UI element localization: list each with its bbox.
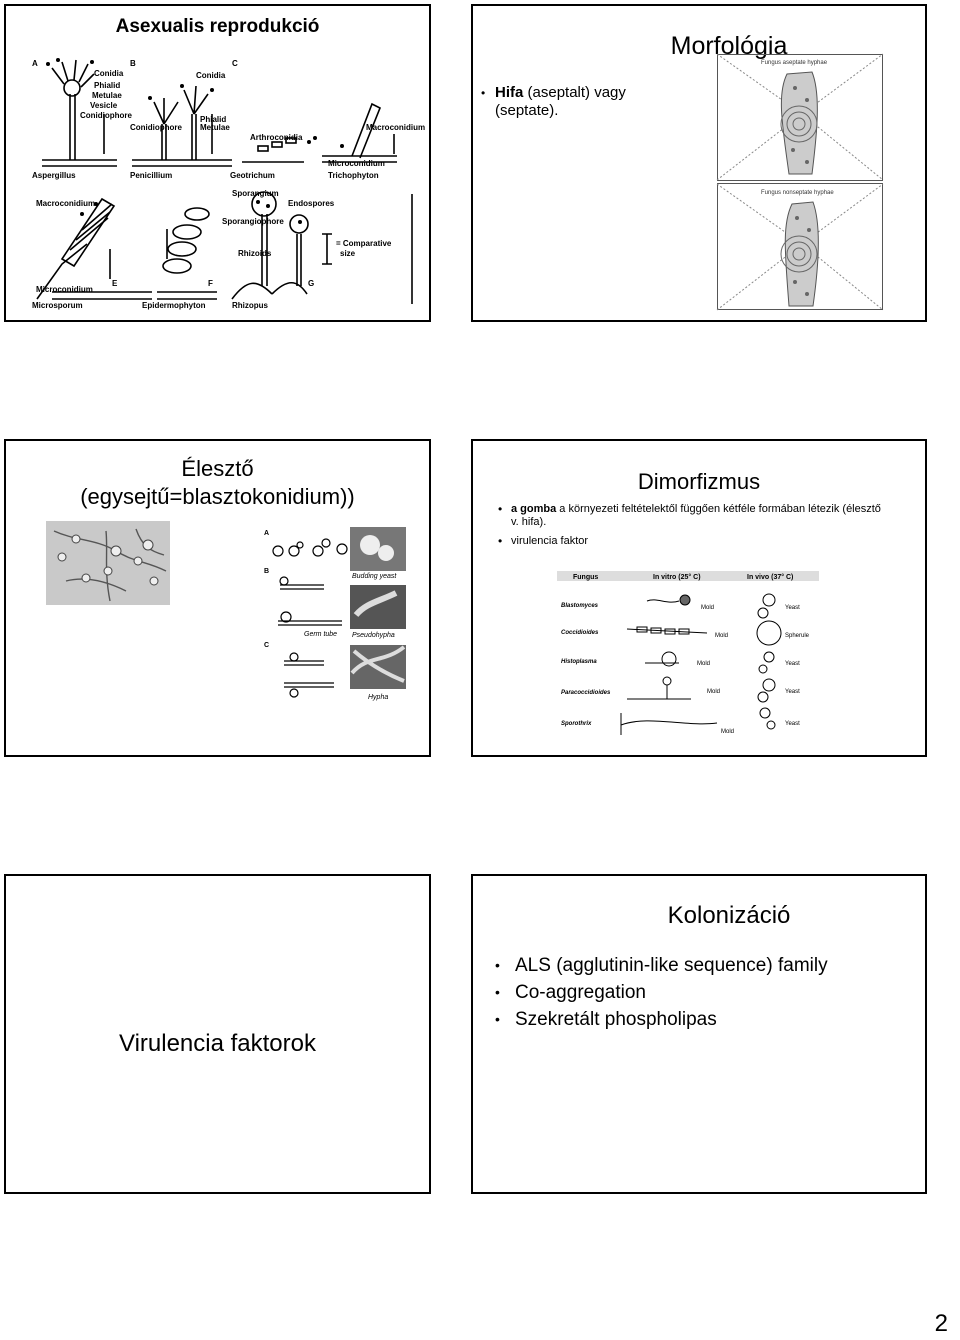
bullet — [498, 534, 891, 548]
figure-label: Sporangiophore — [222, 217, 284, 226]
bullet — [495, 952, 828, 979]
figure-label: Aspergillus — [32, 171, 76, 180]
table-header: Fungus — [573, 574, 599, 581]
table-cell: Yeast — [785, 689, 800, 695]
slide-virulence-factors — [4, 874, 431, 1194]
slide-title: Asexualis reprodukció — [115, 16, 320, 37]
slide-title: Morfológia — [670, 32, 788, 60]
table-cell: Yeast — [785, 721, 800, 727]
table-header: In vitro (25° C) — [653, 574, 701, 581]
figure-label: B — [130, 59, 136, 68]
table-cell: Mold — [697, 661, 711, 667]
bullet-text: ALS (agglutinin-like sequence) family — [515, 955, 828, 976]
bullet-bold: a gomba — [511, 503, 557, 515]
bullet-text: Szekretált phospholipas — [515, 1009, 717, 1030]
figure-label: Fungus nonseptate hyphae — [761, 190, 834, 196]
asexual-reproduction-figure — [32, 54, 426, 310]
bullet — [481, 84, 655, 120]
dimorphism-table-figure — [557, 565, 819, 739]
bullet-icon: • — [495, 984, 500, 1000]
slide-yeast — [4, 439, 431, 757]
bullet-text: virulencia faktor — [511, 535, 589, 547]
figure-label: Conidia — [196, 71, 226, 80]
figure-label: = Comparative — [336, 239, 392, 248]
figure-label: Epidermophyton — [142, 301, 206, 310]
bullet — [495, 1006, 717, 1033]
figure-label: Geotrichum — [230, 171, 275, 180]
table-row-name: Coccidioides — [561, 630, 599, 636]
figure-label: Trichophyton — [328, 171, 379, 180]
bullet-text: Co-aggregation — [515, 982, 646, 1003]
slide-title: Dimorfizmus — [637, 469, 761, 494]
table-header: In vivo (37° C) — [747, 574, 794, 581]
figure-label: Macroconidium — [366, 123, 426, 132]
figure-label: Rhizopus — [232, 301, 268, 310]
figure-label: Conidiophore — [130, 123, 182, 132]
bullet — [495, 979, 646, 1006]
bullet-icon: • — [495, 1011, 500, 1027]
figure-label: Penicillium — [130, 171, 173, 180]
table-row-name: Histoplasma — [561, 659, 597, 665]
figure-label: C — [264, 642, 270, 649]
figure-label: Germ tube — [304, 631, 338, 638]
figure-label: Phialid — [94, 81, 121, 90]
bullet-bold: Hifa — [495, 84, 524, 101]
figure-label: Metulae — [200, 123, 230, 132]
figure-label: Microconidium — [328, 159, 385, 168]
bullet-icon: • — [498, 502, 503, 516]
figure-label: Vesicle — [90, 101, 118, 110]
table-cell: Spherule — [785, 633, 810, 639]
figure-label: G — [308, 279, 315, 288]
figure-label: size — [340, 249, 356, 258]
figure-label: Macroconidium — [36, 199, 96, 208]
figure-label: Budding yeast — [352, 573, 397, 580]
bullet — [498, 502, 891, 529]
slide-morphology — [471, 4, 927, 322]
figure-label: C — [232, 59, 238, 68]
figure-label: Metulae — [92, 91, 122, 100]
slide-title — [6, 455, 429, 511]
table-row-name: Sporothrix — [561, 721, 592, 727]
bullet-icon: • — [481, 86, 486, 100]
table-cell: Mold — [707, 689, 721, 695]
bullet-text: (aseptalt) vagy (septate). — [495, 84, 626, 119]
figure-label: Sporangium — [232, 189, 279, 198]
figure-label: Conidiophore — [80, 111, 132, 120]
slide-dimorphism — [471, 439, 927, 757]
figure-label: Rhizoids — [238, 249, 272, 258]
hyphae-figure — [717, 54, 883, 310]
figure-label: Pseudohypha — [352, 632, 395, 639]
table-cell: Yeast — [785, 605, 800, 611]
figure-label: F — [208, 279, 213, 288]
yeast-micrograph — [46, 521, 170, 605]
table-cell: Mold — [715, 633, 729, 639]
title-line: (egysejtű=blasztokonidium)) — [80, 484, 355, 509]
figure-label: Microsporum — [32, 301, 83, 310]
slide-title: Virulencia faktorok — [119, 1030, 316, 1057]
figure-label: Conidia — [94, 69, 124, 78]
figure-label: Hypha — [368, 694, 389, 701]
bullet-text: a környezeti feltételektől függően kétféle formában létezik (élesztő v. hifa). — [511, 503, 881, 528]
figure-label: E — [112, 279, 118, 288]
figure-label: Fungus aseptate hyphae — [761, 60, 828, 66]
figure-label: Phialid — [200, 115, 227, 124]
figure-label: A — [32, 59, 38, 68]
table-cell: Mold — [721, 729, 735, 735]
table-row-name: Paracoccidioides — [561, 690, 611, 696]
figure-label: Microconidium — [36, 285, 93, 294]
figure-label: Arthroconidia — [250, 133, 303, 142]
bullet-icon: • — [495, 957, 500, 973]
figure-label: A — [264, 530, 270, 537]
slide-colonization — [471, 874, 927, 1194]
table-cell: Yeast — [785, 661, 800, 667]
table-row-name: Blastomyces — [561, 603, 599, 609]
yeast-forms-figure — [264, 523, 410, 701]
title-line: Élesztő — [181, 456, 254, 481]
bullet-icon: • — [498, 534, 503, 548]
figure-label: B — [264, 568, 270, 575]
page-number: 2 — [934, 1310, 948, 1337]
slide-asexual-reproduction — [4, 4, 431, 322]
slide-title: Kolonizáció — [667, 902, 791, 929]
figure-label: Endospores — [288, 199, 335, 208]
table-cell: Mold — [701, 605, 715, 611]
